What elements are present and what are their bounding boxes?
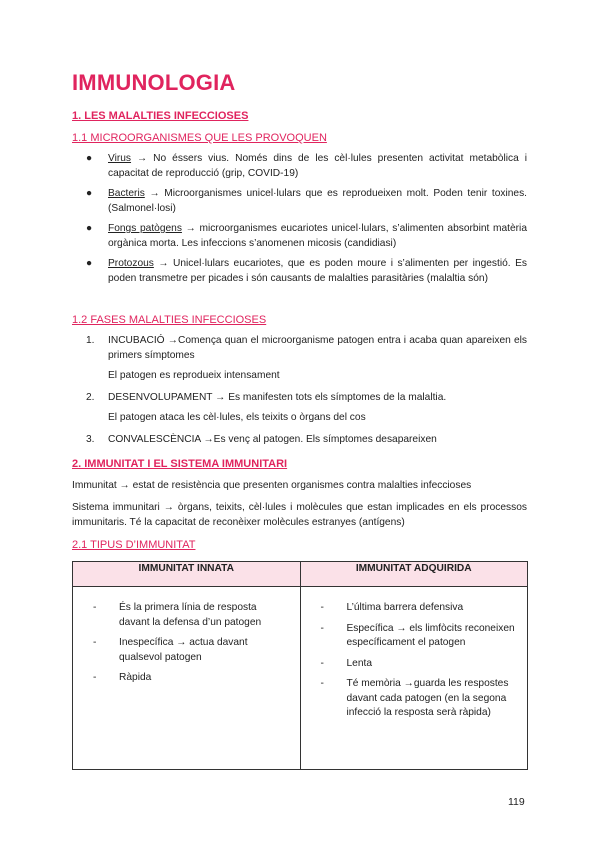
list-item <box>321 622 516 651</box>
term: Fongs patògens <box>108 223 182 234</box>
list-item <box>93 601 288 630</box>
section-heading-1: 1. LES MALALTIES INFECCIOSES <box>72 110 249 122</box>
list-item <box>72 257 527 286</box>
subsection-heading-1-2: 1.2 FASES MALALTIES INFECCIOSES <box>72 314 267 326</box>
immunity-table <box>72 561 528 770</box>
dash-icon: - <box>320 657 324 669</box>
microorganism-list <box>72 152 527 292</box>
term: Protozous <box>108 258 154 269</box>
innate-cell <box>73 587 301 770</box>
cell-text: Específica → els limfòcits reconeixen específicament el patogen <box>346 622 515 648</box>
dash-icon: - <box>93 672 97 683</box>
subsection-heading-1-1: 1.1 MICROORGANISMES QUE LES PROVOQUEN <box>72 132 327 144</box>
bullet-icon: ● <box>86 258 93 269</box>
cell-text: Inespecífica → actua davant qualsevol patogen <box>119 637 248 663</box>
acquired-cell <box>300 587 528 770</box>
cell-text: L’última barrera defensiva <box>346 602 464 613</box>
list-item <box>93 671 288 686</box>
definition: → Unicel·lulars eucariotes, que es poden moure i s’alimenten per ingestió. Es poden transmetre per picades i són causants de malalties parasitàries (malaltia són) <box>108 258 527 284</box>
definition: → Microorganismes unicel·lulars que es reprodueixen molt. Poden tenir toxines. (Salmonel·losi) <box>108 188 527 214</box>
page-number: 119 <box>508 796 525 808</box>
definition: → No éssers vius. Només dins de les cèl·lules presenten activitat metabòlica i capacitat de reproducció (grip, COVID-19) <box>108 153 527 179</box>
list-item <box>321 677 516 721</box>
item-number: 3. <box>86 433 95 445</box>
phase-text: CONVALESCÈNCIA →Es venç al patogen. Els símptomes desapareixen <box>108 433 437 445</box>
bullet-icon: ● <box>86 188 93 199</box>
phase-text: INCUBACIÓ →Comença quan el microorganisme patogen entra i acaba quan apareixen els primers símptomes <box>108 335 527 361</box>
subsection-heading-2-1: 2.1 TIPUS D’IMMUNITAT <box>72 539 196 551</box>
dash-icon: - <box>93 602 97 613</box>
phase-text: DESENVOLUPAMENT → Es manifesten tots els símptomes de la malaltia. <box>108 391 447 403</box>
item-number: 1. <box>86 335 95 346</box>
list-item <box>72 391 527 406</box>
cell-text: Ràpida <box>119 672 152 683</box>
list-item <box>93 636 288 665</box>
bullet-icon: ● <box>86 153 93 164</box>
page-title: IMMUNOLOGIA <box>72 70 236 95</box>
definition: → microorganismes eucariotes unicel·lulars, s’alimenten absorbint matèria orgànica morta. Les infeccions s’anomenen micosis (candidiasi) <box>108 223 527 249</box>
table-header-innate: IMMUNITAT INNATA <box>73 562 301 587</box>
list-item <box>72 334 527 363</box>
phases-list <box>72 334 527 447</box>
table-header-acquired: IMMUNITAT ADQUIRIDA <box>300 562 528 587</box>
item-number: 2. <box>86 391 95 403</box>
term: Virus <box>108 153 132 164</box>
immunity-definition: Immunitat → estat de resistència que presenten organismes contra malalties infeccioses <box>72 480 472 491</box>
list-item <box>72 152 527 181</box>
bullet-icon: ● <box>86 223 93 234</box>
dash-icon: - <box>93 637 97 648</box>
section-heading-2: 2. IMMUNITAT I EL SISTEMA IMMUNITARI <box>72 458 288 470</box>
immune-system-definition: Sistema immunitari → òrgans, teixits, cèl·lules i molècules que estan implicades en els processos immunitaris. Té la capacitat de reconèixer molècules estranyes (antígens) <box>72 502 527 528</box>
cell-text: Té memòria →guarda les respostes davant cada patogen (en la segona infecció la resposta serà ràpida) <box>346 678 509 718</box>
list-item <box>321 657 516 672</box>
cell-text: És la primera línia de resposta davant la defensa d’un patogen <box>119 602 262 628</box>
list-item <box>72 187 527 216</box>
list-item <box>72 222 527 251</box>
phase-note: El patogen ataca les cèl·lules, els teixits o òrgans del cos <box>108 412 366 423</box>
cell-text: Lenta <box>346 657 372 669</box>
term: Bacteris <box>108 188 145 199</box>
dash-icon: - <box>320 678 324 689</box>
dash-icon: - <box>320 602 324 613</box>
list-item <box>321 601 516 616</box>
list-item <box>72 433 527 448</box>
dash-icon: - <box>320 622 324 634</box>
phase-note: El patogen es reprodueix intensament <box>108 370 280 381</box>
